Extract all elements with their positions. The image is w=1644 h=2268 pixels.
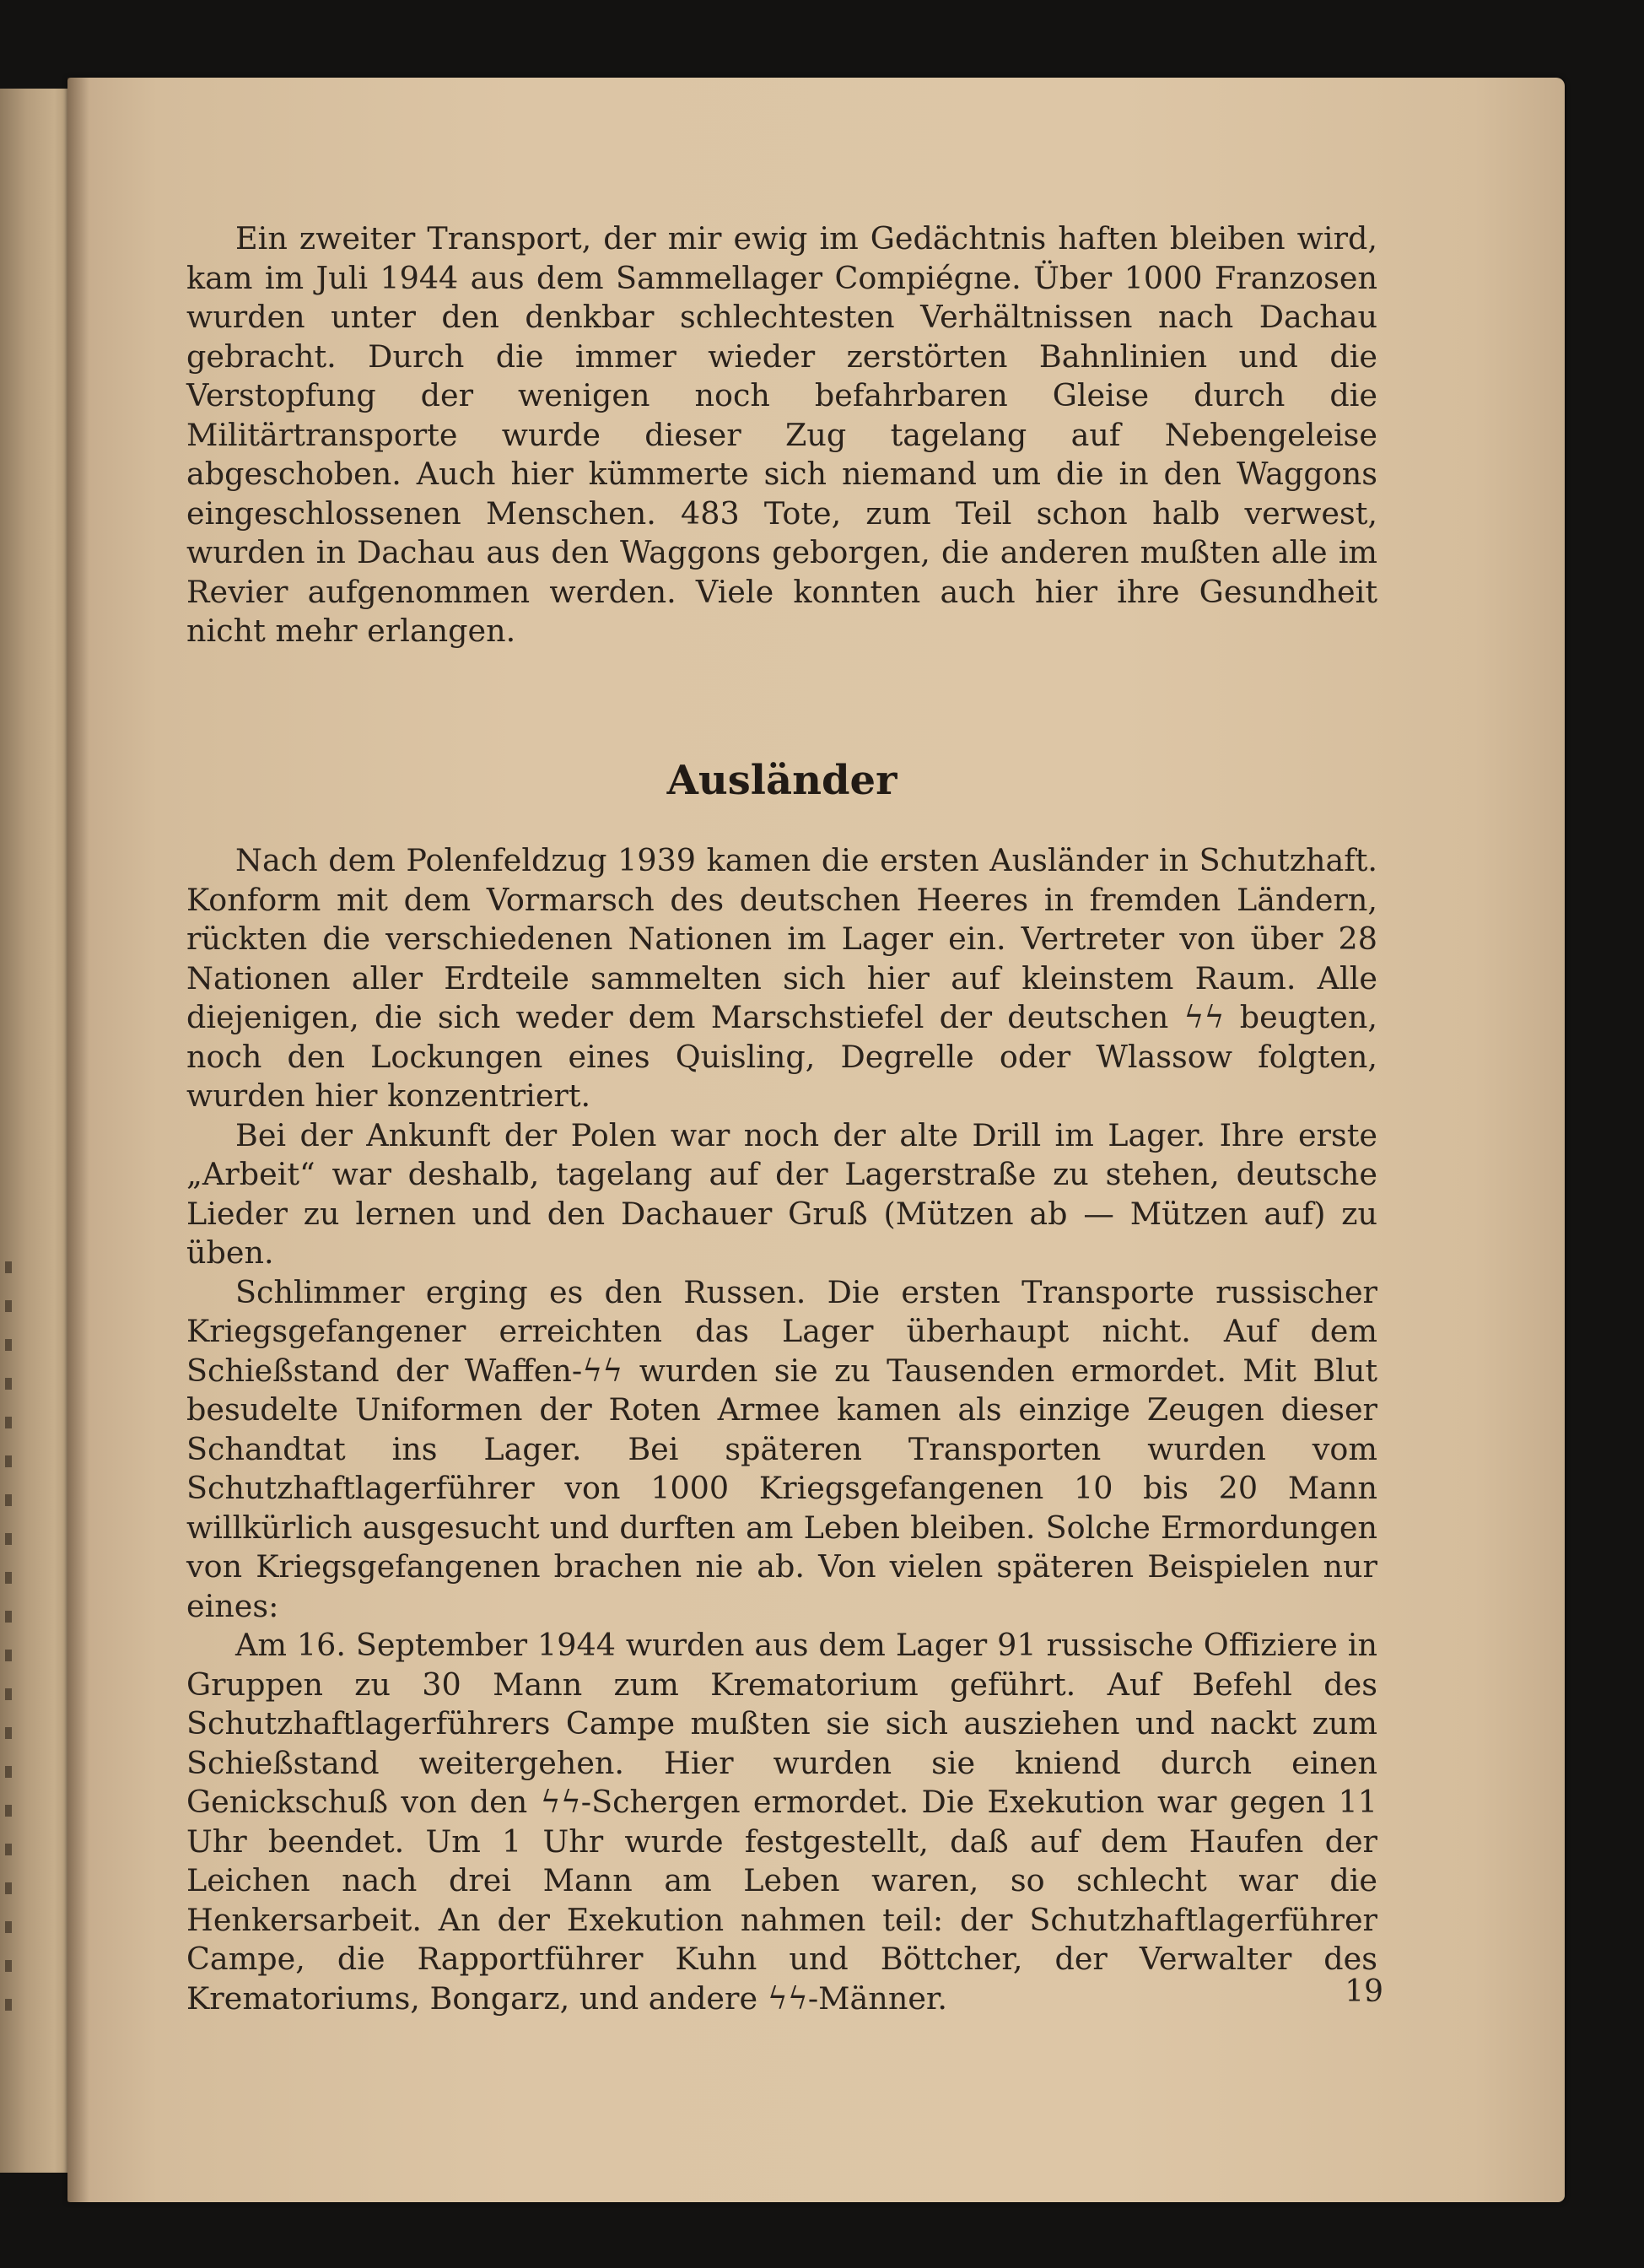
paragraph-4: Am 16. September 1944 wurden aus dem Lager 91 russische Offiziere in Gruppen zu 30 Mann zum Krematorium geführt. Auf Befehl des Schutzhaftlagerführers Campe mußten sie sich ausziehen und nackt zum Schießstand weitergehen. Hier wurden sie kniend durch einen Genickschuß von den ϟϟ-Schergen ermordet. Die Exekution war gegen 11 Uhr beendet. Um 1 Uhr wurde festgestellt, daß auf dem Haufen der Leichen nach drei Mann am Leben waren, so schlecht war die Henkersarbeit. An der Exekution nahmen teil: der Schutzhaftlagerführer Campe, die Rapportführer Kuhn und Böttcher, der Verwalter des Krematoriums, Bongarz, und andere ϟϟ-Männer.: [186, 1627, 1377, 2017]
paragraph-2: Bei der Ankunft der Polen war noch der alte Drill im Lager. Ihre erste „Arbeit“ war deshalb, tagelang auf der Lagerstraße zu stehen, deutsche Lieder zu lernen und den Dachauer Gruß (Mützen ab — Mützen auf) zu üben.: [186, 1116, 1377, 1271]
section-heading: Ausländer: [666, 757, 897, 804]
paragraph-3: Schlimmer erging es den Russen. Die ersten Transporte russischer Kriegsgefangener erreichten das Lager überhaupt nicht. Auf dem Schießstand der Waffen-ϟϟ wurden sie zu Tausenden ermordet. Mit Blut besudelte Uniformen der Roten Armee kamen als einzige Zeugen dieser Schandtat ins Lager. Bei späteren Transporten wurden vom Schutzhaftlagerführer von 1000 Kriegsgefangenen 10 bis 20 Mann willkürlich ausgesucht und durften am Leben bleiben. Solche Ermordungen von Kriegsgefangenen brachen nie ab. Von vielen späteren Beispielen nur eines:: [186, 1273, 1377, 1624]
left-page-text-remnants: [5, 1261, 12, 2021]
paragraph-intro: Ein zweiter Transport, der mir ewig im Gedächtnis haften bleiben wird, kam im Juli 1944 aus dem Sammellager Compiégne. Über 1000 Franzosen wurden unter den denkbar schlechtesten Verhältnissen nach Dachau gebracht. Durch die immer wieder zerstörten Bahnlinien und die Verstopfung der wenigen noch befahrbaren Gleise durch die Militärtransporte wurde dieser Zug tagelang auf Nebengeleise abgeschoben. Auch hier kümmerte sich niemand um die in den Waggons eingeschlossenen Menschen. 483 Tote, zum Teil schon halb verwest, wurden in Dachau aus den Waggons geborgen, die anderen mußten alle im Revier aufgenommen werden. Viele konnten auch hier ihre Gesundheit nicht mehr erlangen.: [186, 220, 1377, 649]
paragraph-1: Nach dem Polenfeldzug 1939 kamen die ersten Ausländer in Schutzhaft. Konform mit dem Vormarsch des deutschen Heeres in fremden Ländern, rückten die verschiedenen Nationen im Lager ein. Vertreter von über 28 Nationen aller Erdteile sammelten sich hier auf kleinstem Raum. Alle diejenigen, die sich weder dem Marschstiefel der deutschen ϟϟ beugten, noch den Lockungen eines Quisling, Degrelle oder Wlassow folgten, wurden hier konzentriert.: [186, 842, 1377, 1114]
spine-shadow: [67, 78, 89, 2202]
intro-text: [186, 219, 1377, 651]
page-number: 19: [1345, 1974, 1383, 2009]
left-page-edge: [0, 89, 78, 2173]
section-body: [186, 841, 1377, 2018]
